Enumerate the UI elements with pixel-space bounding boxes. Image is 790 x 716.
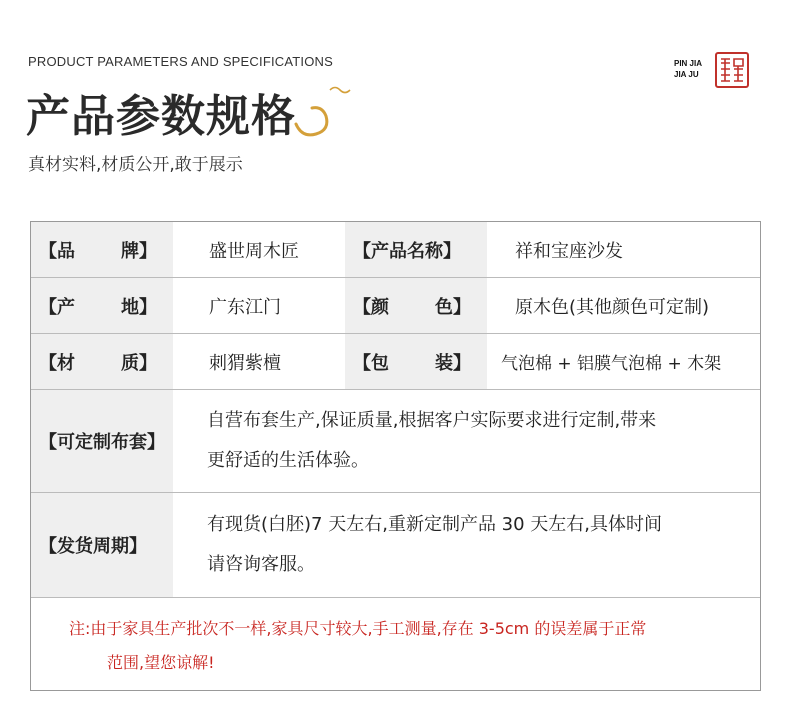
tagline: 真材实料,材质公开,敢于展示 bbox=[28, 155, 243, 175]
value-origin: 广东江门 bbox=[209, 296, 281, 318]
custom-cover-line-2: 更舒适的生活体验。 bbox=[207, 450, 369, 471]
label-brand: 【品 牌】 bbox=[31, 222, 173, 277]
brand-name bbox=[674, 58, 702, 80]
subtitle-english: PRODUCT PARAMETERS AND SPECIFICATIONS bbox=[28, 54, 333, 69]
label-origin: 【产 地】 bbox=[31, 278, 173, 333]
value-material: 刺猬紫檀 bbox=[209, 352, 281, 374]
label-custom-cover: 【可定制布套】 bbox=[31, 390, 173, 492]
label-color: 【颜 色】 bbox=[345, 278, 487, 333]
spec-table bbox=[30, 221, 761, 691]
value-color: 原木色(其他颜色可定制) bbox=[515, 296, 710, 318]
value-product-name: 祥和宝座沙发 bbox=[515, 240, 623, 262]
label-delivery: 【发货周期】 bbox=[31, 493, 173, 597]
delivery-line-2: 请咨询客服。 bbox=[207, 554, 315, 575]
label-material: 【材 质】 bbox=[31, 334, 173, 389]
disclaimer-note bbox=[31, 598, 760, 690]
table-row bbox=[31, 390, 760, 493]
delivery-line-1: 有现货(白胚)7 天左右,重新定制产品 30 天左右,具体时间 bbox=[207, 514, 663, 535]
table-row bbox=[31, 222, 760, 278]
label-packaging: 【包 装】 bbox=[345, 334, 487, 389]
note-line-1: 注:由于家具生产批次不一样,家具尺寸较大,手工测量,存在 3-5cm 的误差属于正常 bbox=[69, 619, 647, 638]
value-packaging: 气泡棉 + 铝膜气泡棉 + 木架 bbox=[501, 354, 722, 374]
gold-swirl-icon bbox=[290, 84, 360, 144]
table-row bbox=[31, 278, 760, 334]
red-seal-logo bbox=[715, 52, 749, 88]
value-custom-cover bbox=[173, 390, 760, 492]
brand-line-2: JIA JU bbox=[674, 70, 699, 79]
value-delivery bbox=[173, 493, 760, 597]
page-title: 产品参数规格 bbox=[26, 91, 296, 142]
brand-line-1: PIN JIA bbox=[674, 59, 703, 68]
label-product-name: 【产品名称】 bbox=[345, 222, 487, 277]
value-brand: 盛世周木匠 bbox=[209, 240, 299, 262]
table-row bbox=[31, 493, 760, 598]
note-line-2: 范围,望您谅解! bbox=[107, 653, 215, 672]
table-row bbox=[31, 334, 760, 390]
custom-cover-line-1: 自营布套生产,保证质量,根据客户实际要求进行定制,带来 bbox=[207, 410, 657, 431]
seal-icon bbox=[717, 54, 747, 86]
